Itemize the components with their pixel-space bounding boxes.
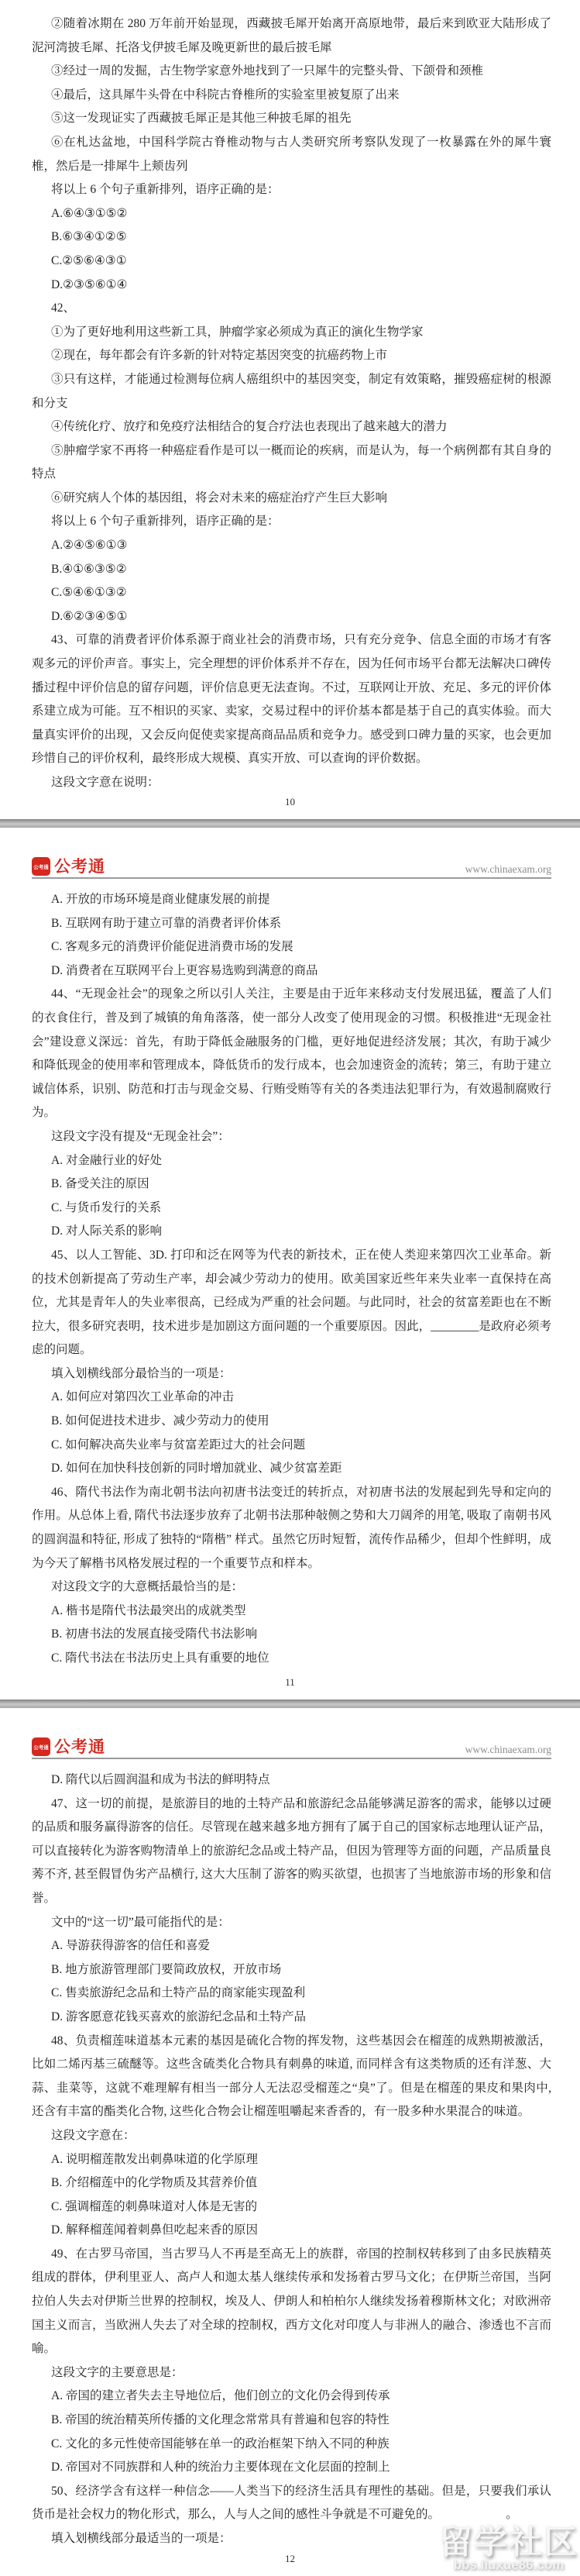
paragraph: ⑤肿瘤学家不再将一种癌症看作是可以一概而论的疾病，而是认为，每一个病例都有其自身的特点 (32, 443, 551, 481)
brand (32, 857, 105, 876)
brand (32, 1737, 105, 1756)
paragraph: D. 消费者在互联网平台上更容易选购到满意的商品 (51, 963, 318, 977)
brand-name: 公考通 (54, 1737, 105, 1756)
paragraph: B. 帝国的统治精英所传播的文化理念常常具有普遍和包容的特性 (51, 2413, 390, 2427)
paragraph: ②现在，每年都会有许多新的针对特定基因突变的抗癌药物上市 (51, 349, 388, 363)
paragraph: ④传统化疗、放疗和免疫疗法相结合的复合疗法也表现出了越来越大的潜力 (51, 420, 448, 434)
paragraph: B. 介绍榴莲中的化学物质及其营养价值 (51, 2176, 258, 2190)
paragraph: 填入划横线部分最适当的一项是： (51, 2532, 232, 2545)
page-number-11: 11 (285, 1676, 295, 1688)
paragraph: B.④①⑥③⑤② (51, 562, 127, 576)
paragraph: 将以上 6 个句子重新排列，语序正确的是： (51, 183, 280, 197)
paragraph: D. 游客愿意花钱买喜欢的旅游纪念品和土特产品 (51, 2009, 306, 2023)
site-url: www.chinaexam.org (465, 863, 551, 875)
paragraph: 46、隋代书法作为南北朝书法向初唐书法变迁的转折点，对初唐书法的发展起到先导和定向的作用。从总体上看, 隋代书法逐步放弃了北朝书法那种敧侧之势和大刀阔斧的用笔, 吸取了南朝书风的圆润温和特征, 形成了独特的“隋楷” 样式。虽然它历时短暂，流传作品稀少，但却个性鲜明，成为今天了解楷书风格发展过程的一个重要节点和样本。 (32, 1485, 551, 1570)
paragraph: C. 文化的多元性使帝国能够在单一的政治框架下纳入不同的种族 (51, 2437, 390, 2450)
page-12-content (0, 1759, 580, 2551)
brand-logo-icon-text: 公考通 (33, 1744, 49, 1751)
paragraph: C. 客观多元的消费评价能促进消费市场的发展 (51, 940, 293, 954)
paragraph: 50、经济学含有这样一种信念——人类当下的经济生活具有理性的基础。但是，只要我们承认货币是社会权力的物化形式，那么，人与人之间的感性斗争就是不可避免的。 。 (32, 2484, 551, 2522)
page-11-content (0, 879, 580, 1671)
paragraph: B.⑥③④①②⑤ (51, 230, 127, 244)
paragraph: 49、在古罗马帝国，当古罗马人不再是至高无上的族群，帝国的控制权转移到了由多民族精英组成的群体，伊利里亚人、高卢人和迦太基人继续传承和发扬着古罗马文化；在伊斯兰帝国，当阿拉伯人失去对伊斯兰世界的控制权，埃及人、伊朗人和柏柏尔人继续发扬着穆斯林文化；对欧洲帝国主义而言，当欧洲人失去了对全球的控制权，西方文化对印度人与非洲人的融合、渗透也不言而喻。 (32, 2247, 551, 2356)
brand-logo-icon-text: 公考通 (33, 864, 49, 870)
paragraph: D. 对人际关系的影响 (51, 1224, 162, 1238)
paragraph: D.⑥②③④⑤① (51, 609, 128, 623)
paragraph: B. 互联网有助于建立可靠的消费者评价体系 (51, 916, 282, 930)
paragraph: A.②④⑤⑥①③ (51, 539, 128, 553)
page-divider (0, 1700, 580, 1708)
paragraph: ⑥在札达盆地，中国科学院古脊椎动物与古人类研究所考察队发现了一枚暴露在外的犀牛寰椎，然后是一排犀牛上颊齿列 (32, 135, 551, 173)
paragraph: ②随着冰期在 280 万年前开始显现，西藏披毛犀开始离开高原地带，最后来到欧亚大陆形成了泥河湾披毛犀、托洛戈伊披毛犀及晚更新世的最后披毛犀 (32, 17, 551, 54)
paragraph: 45、以人工智能、3D. 打印和泛在网等为代表的新技术，正在使人类迎来第四次工业革命。新的技术创新提高了劳动生产率，却会减少劳动力的使用。欧美国家近些年来失业率一直保持在高位，尤其是青年人的失业率很高，已经成为严重的社会问题。与此同时，社会的贫富差距也在不断拉大，很多研究表明，技术进步是加剧这方面问题的一个重要原因。因此，________是政府必须考虑的问题。 (32, 1248, 551, 1357)
paragraph: 这段文字的主要意思是： (51, 2365, 184, 2379)
paragraph: ④最后，这具犀牛头骨在中科院古脊椎所的实验室里被复原了出来 (51, 88, 400, 102)
paragraph: 将以上 6 个句子重新排列，语序正确的是： (51, 515, 280, 529)
paragraph: ①为了更好地利用这些新工具，肿瘤学家必须成为真正的演化生物学家 (51, 325, 424, 339)
site-header (32, 856, 551, 879)
paragraph: B. 地方旅游管理部门要简政放权，开放市场 (51, 1962, 282, 1976)
page-10-content (0, 0, 580, 795)
paragraph: A. 对金融行业的好处 (51, 1153, 162, 1167)
page-number-10: 10 (285, 796, 295, 808)
paragraph: 这段文字没有提及“无现金社会”： (51, 1129, 230, 1143)
paragraph: A. 导游获得游客的信任和喜爱 (51, 1939, 210, 1953)
paragraph: B. 如何促进技术进步、减少劳动力的使用 (51, 1414, 269, 1428)
page-divider (0, 819, 580, 828)
paragraph: D. 隋代以后圆润温和成为书法的鲜明特点 (51, 1773, 270, 1786)
paragraph: C. 强调榴莲的刺鼻味道对人体是无害的 (51, 2199, 258, 2213)
page-10 (0, 0, 580, 819)
paragraph: C.②⑤⑥④③① (51, 253, 127, 267)
site-url: www.chinaexam.org (465, 1743, 551, 1755)
paragraph: A. 楷书是隋代书法最突出的成就类型 (51, 1603, 246, 1617)
paragraph: C.⑤④⑥①③② (51, 586, 127, 600)
paragraph: 48、负责榴莲味道基本元素的基因是硫化合物的挥发物，这些基因会在榴莲的成熟期被激活，比如二烯丙基三硫醚等。这些含硫类化合物具有刺鼻的味道, 而同样含有这类物质的还有洋葱、大蒜、韭菜等，这就不难理解有相当一部分人无法忍受榴莲之“臭”了。但是在榴莲的果皮和果肉中, 还含有丰富的酯类化合物, 这些化合物会让榴莲咀嚼起来香香的，有一股多种水果混合的味道。 (32, 2034, 551, 2119)
page-12 (0, 1708, 580, 2576)
paragraph: B. 备受关注的原因 (51, 1177, 149, 1191)
paragraph: A. 帝国的建立者失去主导地位后，他们创立的文化仍会得到传承 (51, 2389, 390, 2403)
paragraph: 44、“无现金社会”的现象之所以引人关注，主要是由于近年来移动支付发展迅猛，覆盖了人们的衣食住行，普及到了城镇的角角落落，使一部分人改变了使用现金的习惯。积极推进“无现金社会”建设意义深远：首先，有助于降低金融服务的门槛，更好地促进经济发展；其次，有助于减少和降低现金的使用率和管理成本，降低货币的发行成本，也会加速资金的流转；第三，有助于建立诚信体系，识别、防范和打击与现金交易、行贿受贿等有关的各类违法犯罪行为，有效遏制腐败行为。 (32, 987, 551, 1120)
page-11 (0, 828, 580, 1700)
paragraph: C. 隋代书法在书法历史上具有重要的地位 (51, 1651, 269, 1665)
paragraph: 文中的“这一切”最可能指代的是： (51, 1915, 230, 1929)
paragraph: ③经过一周的发掘，古生物学家意外地找到了一只犀牛的完整头骨、下颌骨和颈椎 (51, 64, 484, 78)
paragraph: A. 如何应对第四次工业革命的冲击 (51, 1390, 234, 1404)
paragraph: ③只有这样，才能通过检测每位病人癌组织中的基因突变，制定有效策略，摧毁癌症树的根源和分支 (32, 372, 551, 410)
paragraph: D. 如何在加快科技创新的同时增加就业、减少贫富差距 (51, 1462, 342, 1476)
watermark-url: bbs.liuxue86.com (453, 2557, 565, 2572)
paragraph: A. 开放的市场环境是商业健康发展的前提 (51, 893, 270, 906)
paragraph: 47、这一切的前提，是旅游目的地的土特产品和旅游纪念品能够满足游客的需求，能够以过硬的品质和服务赢得游客的信任。尽管现在越来越多地方拥有了属于自己的国家标志地理认证产品，可以直接转化为游客购物清单上的旅游纪念品或土特产品，但因为管理等方面的问题，产品质量良莠不齐, 甚至假冒伪劣产品横行, 这大大压制了游客的购买欲望，也损害了当地旅游市场的形象和信誉。 (32, 1796, 551, 1905)
paragraph: A. 说明榴莲散发出刺鼻味道的化学原理 (51, 2152, 258, 2166)
paragraph: C. 与货币发行的关系 (51, 1200, 162, 1214)
brand-name: 公考通 (54, 857, 105, 876)
paragraph: C. 如何解决高失业率与贫富差距过大的社会问题 (51, 1438, 306, 1452)
paragraph: 42、 (51, 301, 76, 315)
paragraph: D. 帝国对不同族群和人种的统治力主要体现在文化层面的控制上 (51, 2461, 390, 2474)
paragraph: 这段文字意在说明： (51, 776, 160, 789)
brand-logo-icon (32, 857, 50, 876)
paragraph: D. 解释榴莲闻着刺鼻但吃起来香的原因 (51, 2223, 258, 2237)
paragraph: 对这段文字的大意概括最恰当的是： (51, 1580, 244, 1594)
page-number-12: 12 (285, 2553, 295, 2564)
watermark-title: 留学社区 (439, 2524, 578, 2561)
paragraph: C. 售卖旅游纪念品和土特产品的商家能实现盈利 (51, 1986, 306, 2000)
paragraph: 填入划横线部分最恰当的一项是： (51, 1366, 232, 1380)
site-header (32, 1736, 551, 1759)
paragraph: A.⑥④③①⑤② (51, 206, 128, 220)
paragraph: ⑤这一发现证实了西藏披毛犀正是其他三种披毛犀的祖先 (51, 112, 352, 126)
paragraph: 43、可靠的消费者评价体系源于商业社会的消费市场，只有充分竞争、信息全面的市场才有客观多元的评价声音。事实上，完全理想的评价体系并不存在，因为任何市场平台都无法解决口碑传播过程中评价信息的留存问题，评价信息更无法查询。不过，互联网让开放、充足、多元的评价体系建立成为可能。互不相识的买家、卖家，交易过程中的评价基本都是基于自己的真实体验。而大量真实评价的出现，又会反向促使卖家提高商品品质和竞争力。感受到口碑力量的买家，也会更加珍惜自己的评价权利，最终形成大规模、真实开放、可以查询的评价数据。 (32, 633, 551, 766)
brand-logo-icon (32, 1737, 50, 1756)
paragraph: B. 初唐书法的发展直接受隋代书法影响 (51, 1627, 258, 1641)
paragraph: D.②③⑤⑥①④ (51, 277, 128, 291)
paragraph: ⑥研究病人个体的基因组，将会对未来的癌症治疗产生巨大影响 (51, 491, 388, 505)
paragraph: 这段文字意在： (51, 2128, 136, 2142)
